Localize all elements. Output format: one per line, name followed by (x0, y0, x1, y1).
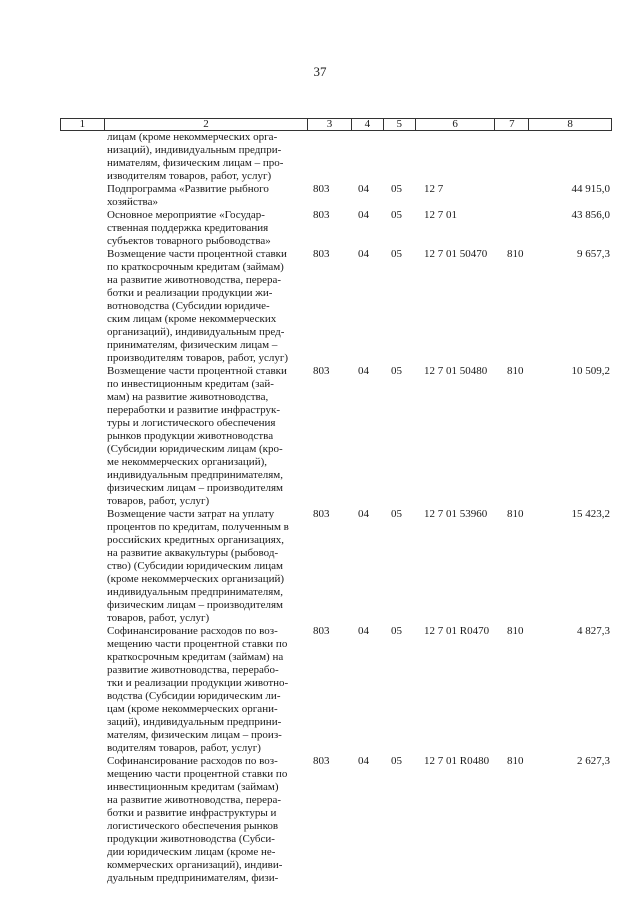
row-grbs: 803 (313, 248, 330, 260)
row-razdel: 04 (358, 755, 369, 767)
row-grbs: 803 (313, 755, 330, 767)
table-row (0, 248, 640, 365)
row-podrazdel: 05 (391, 508, 402, 520)
row-target-article: 12 7 01 R0470 (424, 625, 490, 637)
row-name: Возмещение части процентной ставки по инвестиционным кредитам (зай- мам) на развитие животноводства, переработки и развитие инфраструк- туры и логистического обеспечения рынков продукции животноводства (Субсидии юридическим лицам (кро- ме некоммерческих организаций), индивидуальным предпринимателям, физическим лицам – производителям товаров, работ, услуг) (107, 365, 287, 507)
row-expense-type: 810 (507, 365, 524, 377)
row-grbs: 803 (313, 625, 330, 637)
row-sum: 15 423,2 (571, 508, 610, 520)
row-sum: 44 915,0 (571, 183, 610, 195)
table-row (0, 755, 640, 885)
row-razdel: 04 (358, 248, 369, 260)
table-body (0, 131, 640, 885)
row-target-article: 12 7 01 53960 (424, 508, 488, 520)
row-razdel: 04 (358, 508, 369, 520)
table-row (0, 625, 640, 755)
row-name: Возмещение части процентной ставки по краткосрочным кредитам (займам) на развитие животноводства, перера- ботки и реализации продукции жи- вотноводства (Субсидии юридиче- ским лицам (кроме некоммерческих организаций), индивидуальным пред- принимателям, физическим лицам – производителям товаров, работ, услуг) (107, 248, 289, 364)
table-row (0, 365, 640, 508)
row-grbs: 803 (313, 508, 330, 520)
table-row (0, 508, 640, 625)
row-target-article: 12 7 01 50470 (424, 248, 488, 260)
row-expense-type: 810 (507, 248, 524, 260)
row-podrazdel: 05 (391, 365, 402, 377)
row-grbs: 803 (313, 183, 330, 195)
row-sum: 10 509,2 (571, 365, 610, 377)
row-podrazdel: 05 (391, 248, 402, 260)
header-cell-3: 3 (308, 119, 352, 130)
row-sum: 4 827,3 (577, 625, 610, 637)
row-name: лицам (кроме некоммерческих орга- низаций), индивидуальным предпри- нимателям, физическим лицам – про- изводителям товаров, работ, услуг) (107, 131, 284, 182)
row-razdel: 04 (358, 183, 369, 195)
row-razdel: 04 (358, 209, 369, 221)
table-header (60, 118, 612, 131)
row-sum: 9 657,3 (577, 248, 610, 260)
row-name: Основное мероприятие «Государ- ственная поддержка кредитования субъектов товарного рыбоводства» (107, 209, 271, 247)
header-cell-1: 1 (61, 119, 105, 130)
row-name: Подпрограмма «Развитие рыбного хозяйства» (107, 183, 269, 208)
header-cell-5: 5 (384, 119, 416, 130)
row-target-article: 12 7 01 R0480 (424, 755, 490, 767)
row-podrazdel: 05 (391, 625, 402, 637)
row-podrazdel: 05 (391, 209, 402, 221)
row-target-article: 12 7 (424, 183, 444, 195)
row-expense-type: 810 (507, 625, 524, 637)
table-row (0, 131, 640, 183)
header-cell-7: 7 (495, 119, 529, 130)
row-sum: 2 627,3 (577, 755, 610, 767)
header-cell-2: 2 (105, 119, 308, 130)
row-podrazdel: 05 (391, 755, 402, 767)
header-cell-8: 8 (567, 118, 573, 130)
row-name: Софинансирование расходов по воз- мещению части процентной ставки по краткосрочным кредитам (займам) на развитие животноводства, перерабо- тки и реализации продукции животно- водства (Субсидии юридическим ли- цам (кроме некоммерческих органи- заций), индивидуальным предприни- мателям, физическим лицам – произ- водителям товаров, работ, услуг) (107, 625, 289, 754)
row-expense-type: 810 (507, 755, 524, 767)
table-row (0, 183, 640, 209)
row-sum: 43 856,0 (571, 209, 610, 221)
row-podrazdel: 05 (391, 183, 402, 195)
row-razdel: 04 (358, 625, 369, 637)
row-grbs: 803 (313, 209, 330, 221)
row-target-article: 12 7 01 (424, 209, 457, 221)
table-row (0, 209, 640, 248)
row-target-article: 12 7 01 50480 (424, 365, 488, 377)
page-number: 37 (313, 64, 327, 79)
row-name: Софинансирование расходов по воз- мещению части процентной ставки по инвестиционным кредитам (займам) на развитие животноводства, перера- ботки и развитие инфраструктуры и логистического обеспечения рынков продукции животноводства (Субси- дии юридическим лицам (кроме не- коммерческих организаций), индиви- дуальным предпринимателям, физи- (107, 755, 288, 884)
header-cell-4: 4 (352, 119, 384, 130)
row-expense-type: 810 (507, 508, 524, 520)
header-cell-6: 6 (416, 119, 496, 130)
row-name: Возмещение части затрат на уплату процентов по кредитам, полученным в российских кредитных организациях, на развитие аквакультуры (рыбовод- ство) (Субсидии юридическим лицам (кроме некоммерческих организаций) индивидуальным предпринимателям, физическим лицам – производителям товаров, работ, услуг) (107, 508, 289, 624)
row-razdel: 04 (358, 365, 369, 377)
row-grbs: 803 (313, 365, 330, 377)
